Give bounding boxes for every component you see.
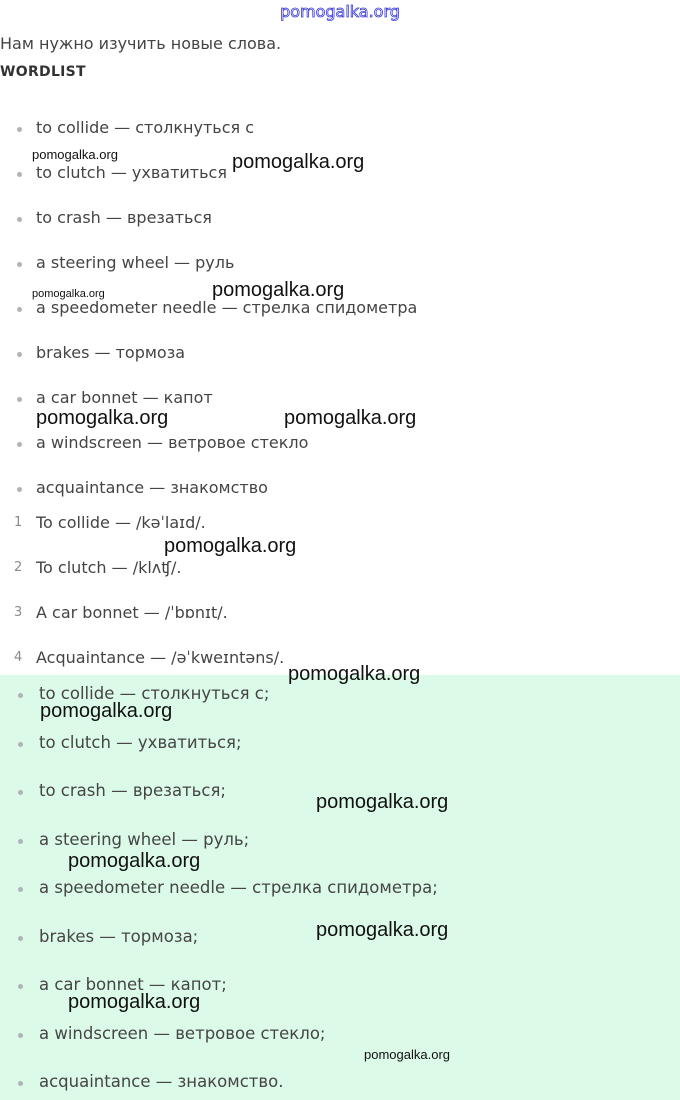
watermark: pomogalka.org [284,407,417,429]
bullet [17,352,22,357]
list-item-text: a car bonnet — капот; [39,975,227,994]
item-number: 3 [14,605,23,620]
watermark: pomogalka.org [316,919,449,941]
watermark: pomogalka.org [32,147,118,162]
list-item-text: acquaintance — знакомство [36,478,268,497]
list-item-text: a windscreen — ветровое стекло; [39,1024,326,1043]
watermark: pomogalka.org [68,991,201,1013]
watermark: pomogalka.org [316,791,449,813]
list-item-text: to clutch — ухватиться [36,163,227,182]
bullet [17,262,22,267]
watermark: pomogalka.org [32,288,105,300]
list-item-text: to clutch — ухватиться; [39,733,242,752]
bullet [18,984,23,989]
watermark: pomogalka.org [364,1047,450,1062]
list-item-text: a steering wheel — руль; [39,830,250,849]
bullet [17,487,22,492]
list-item-text: acquaintance — знакомство. [39,1072,284,1091]
bullet [18,839,23,844]
list-item-text: brakes — тормоза; [39,927,199,946]
watermark: pomogalka.org [164,535,297,557]
list-item-text: to collide — столкнуться с; [39,684,270,703]
list-item-text: a steering wheel — руль [36,253,235,272]
list-item-text: brakes — тормоза [36,343,186,362]
item-number: 2 [14,560,23,575]
bullet [18,790,23,795]
list-item-text: A car bonnet — /ˈbɒnɪt/. [36,603,228,622]
list-item-text: to crash — врезаться; [39,781,226,800]
list-item-text: To clutch — /klʌʧ/. [36,558,182,577]
watermark: pomogalka.org [232,151,365,173]
item-number: 4 [14,650,23,665]
list-item-text: a speedometer needle — стрелка спидометра; [39,878,438,897]
list-item-text: to collide — столкнуться с [36,118,255,137]
watermark: pomogalka.org [36,407,169,429]
bullet [18,936,23,941]
intro-text: Нам нужно изучить новые слова. [0,34,282,53]
list-item-text: a speedometer needle — стрелка спидометра [36,298,418,317]
bullet [17,172,22,177]
bullet [18,742,23,747]
header-watermark: pomogalka.org [280,2,400,21]
bullet [18,1081,23,1086]
answer-panel [0,675,680,1100]
bullet [18,1033,23,1038]
list-item-text: a car bonnet — капот [36,388,213,407]
wordlist-title: WORDLIST [0,64,86,80]
watermark: pomogalka.org [68,850,201,872]
bullet [18,693,23,698]
list-item-text: Acquaintance — /əˈkweɪntəns/. [36,648,285,667]
list-item-text: To collide — /kəˈlaɪd/. [36,513,206,532]
watermark: pomogalka.org [212,279,345,301]
bullet [17,217,22,222]
list-item-text: to crash — врезаться [36,208,212,227]
bullet [17,307,22,312]
bullet [17,397,22,402]
watermark: pomogalka.org [40,700,173,722]
item-number: 1 [14,515,23,530]
bullet [18,887,23,892]
watermark: pomogalka.org [288,663,421,685]
list-item-text: a windscreen — ветровое стекло [36,433,309,452]
bullet [17,442,22,447]
bullet [17,127,22,132]
